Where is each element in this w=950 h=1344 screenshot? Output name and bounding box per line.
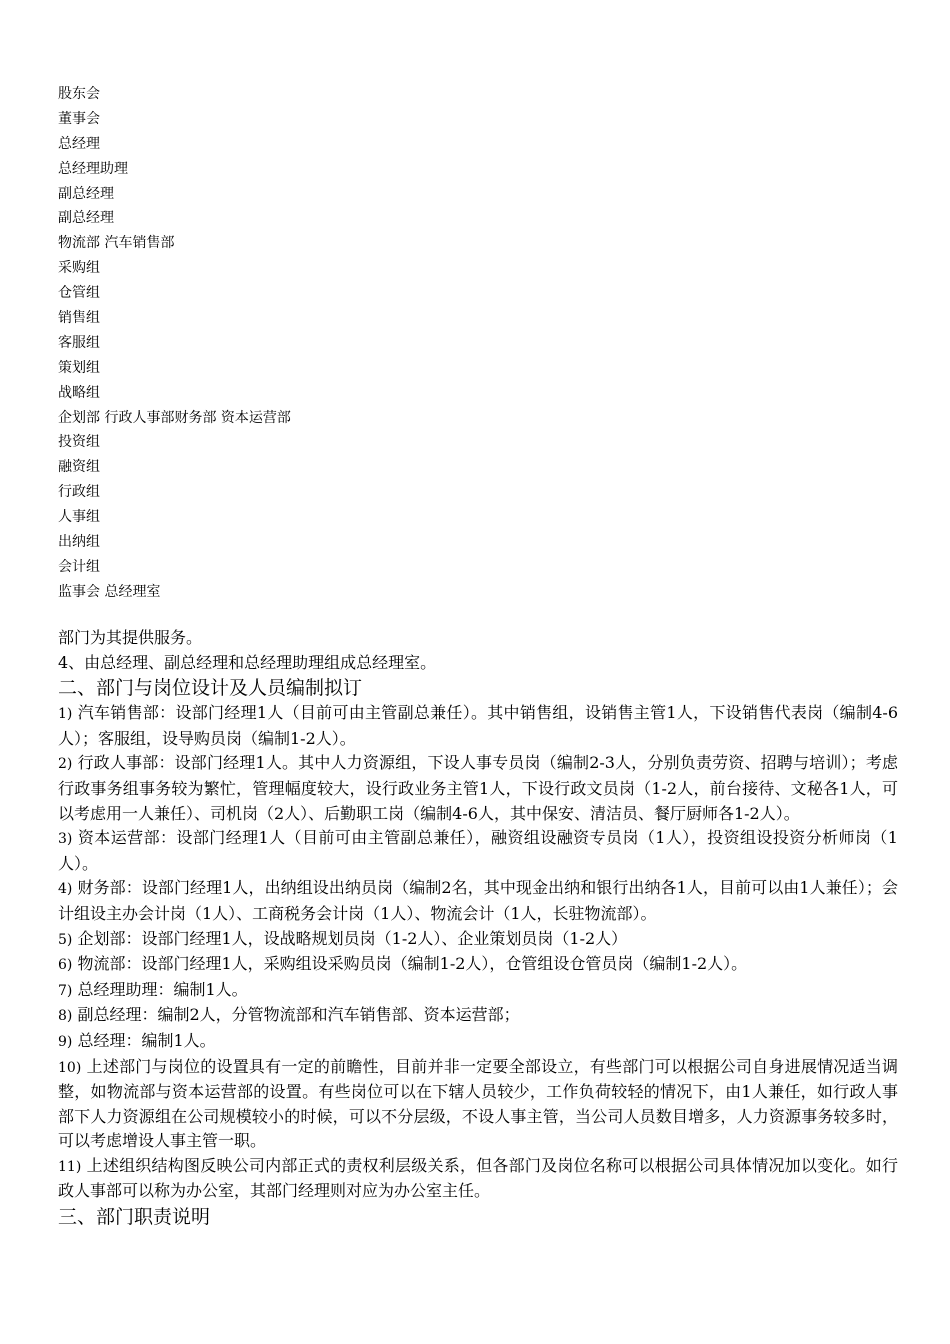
org-line-cashier: 出纳组 bbox=[58, 534, 100, 551]
section-3-heading: 三、部门职责说明 bbox=[58, 1206, 211, 1229]
org-line-shareholders: 股东会 bbox=[58, 86, 100, 102]
section-2-item-8: 8) 副总经理：编制2人，分管物流部和汽车销售部、资本运营部； bbox=[58, 1005, 520, 1025]
org-chart-text bbox=[58, 82, 291, 605]
org-line-purchasing: 采购组 bbox=[58, 260, 100, 277]
section-2-item-9: 9) 总经理：编制1人。 bbox=[58, 1030, 216, 1050]
org-line-warehouse: 仓管组 bbox=[58, 285, 100, 302]
document-body bbox=[58, 626, 898, 1230]
org-line-customer-service: 客服组 bbox=[58, 334, 100, 351]
section-2-item-11: 11) 上述组织结构图反映公司内部正式的责权利层级关系，但各部门及岗位名称可以根据公司具体情况加以变化。如行政人事部可以称为办公室，其部门经理则对应为办公室主任。 bbox=[58, 1155, 898, 1201]
section-2-item-2: 2) 行政人事部：设部门经理1人。其中人力资源组，下设人事专员岗（编制2-3人，分别负责劳资、招聘与培训）；考虑行政事务组事务较为繁忙，管理幅度较大，设行政业务主管1人，下设行政文员岗（1-2人，前台接待、文秘各1人，可以考虑用一人兼任）、司机岗（2人）、后勤职工岗（编制4-6人，其中保安、清洁员、餐厅厨师各1-2人）。 bbox=[58, 753, 898, 823]
org-line-deputy-gm-2: 副总经理 bbox=[58, 210, 114, 227]
org-line-strategy-group: 战略组 bbox=[58, 384, 100, 401]
intro-line-1: 部门为其提供服务。 bbox=[58, 628, 203, 647]
org-line-sales-group: 销售组 bbox=[58, 310, 100, 327]
section-2-item-6: 6) 物流部：设部门经理1人，采购组设采购员岗（编制1-2人），仓管组设仓管员岗（编制1-2人）。 bbox=[58, 954, 748, 974]
org-line-financing: 融资组 bbox=[58, 459, 100, 476]
org-line-accounting: 会计组 bbox=[58, 558, 100, 575]
section-2-item-4: 4) 财务部：设部门经理1人，出纳组设出纳员岗（编制2名，其中现金出纳和银行出纳各1人，目前可以由1人兼任）；会计组设主办会计岗（1人）、工商税务会计岗（1人）、物流会计（1人，长驻物流部）。 bbox=[58, 878, 898, 923]
section-2-item-5: 5) 企划部：设部门经理1人，设战略规划员岗（1-2人）、企业策划员岗（1-2人） bbox=[58, 928, 628, 948]
org-line-hr: 人事组 bbox=[58, 509, 100, 526]
org-line-admin: 行政组 bbox=[58, 484, 100, 501]
section-2-item-10: 10) 上述部门与岗位的设置具有一定的前瞻性，目前并非一定要全部设立，有些部门可以根据公司自身进展情况适当调整，如物流部与资本运营部的设置。有些岗位可以在下辖人员较少，工作负荷较轻的情况下，由1人兼任，如行政人事部下人力资源组在公司规模较小的时候，可以不分层级，不设人事主管，当公司人员数目增多，人力资源事务较多时，可以考虑增设人事主管一职。 bbox=[58, 1056, 898, 1151]
org-line-general-manager: 总经理 bbox=[58, 135, 100, 152]
org-line-investment: 投资组 bbox=[58, 434, 100, 451]
org-line-board: 董事会 bbox=[58, 110, 100, 127]
section-2-item-3: 3) 资本运营部：设部门经理1人（目前可由主管副总兼任），融资组设融资专员岗（1人），投资组设投资分析师岗（1人）。 bbox=[58, 828, 898, 873]
org-line-gm-assistant: 总经理助理 bbox=[58, 160, 128, 177]
org-line-deputy-gm-1: 副总经理 bbox=[58, 185, 114, 202]
org-line-planning-group: 策划组 bbox=[58, 359, 100, 376]
org-line-departments: 企划部 行政人事部财务部 资本运营部 bbox=[58, 409, 291, 426]
org-line-logistics-sales: 物流部 汽车销售部 bbox=[58, 235, 175, 252]
section-2-heading: 二、部门与岗位设计及人员编制拟订 bbox=[58, 677, 363, 700]
intro-line-2: 4、由总经理、副总经理和总经理助理组成总经理室。 bbox=[58, 652, 437, 672]
org-line-supervisors-gm-office: 监事会 总经理室 bbox=[58, 583, 161, 600]
section-2-item-1: 1) 汽车销售部：设部门经理1人（目前可由主管副总兼任）。其中销售组，设销售主管1人，下设销售代表岗（编制4-6人）；客服组，设导购员岗（编制1-2人）。 bbox=[58, 703, 898, 748]
section-2-item-7: 7) 总经理助理：编制1人。 bbox=[58, 979, 248, 999]
